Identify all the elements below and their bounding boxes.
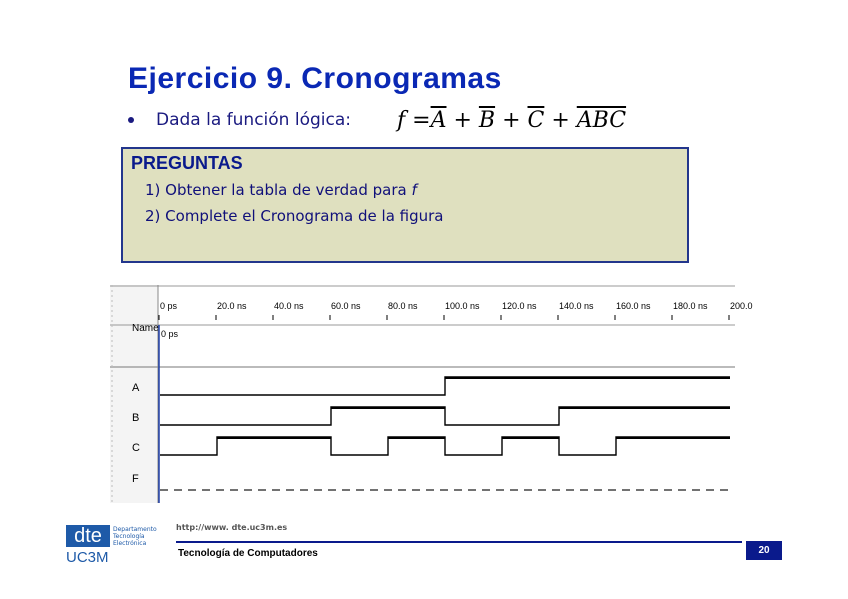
bullet-text: Dada la función lógica:: [156, 110, 351, 130]
waveform-viewer: [110, 285, 753, 503]
formula-term-c: $\overline{C}$: [527, 108, 545, 133]
dept-line-1: Departamento: [113, 526, 157, 533]
course-name: Tecnología de Computadores: [178, 548, 318, 559]
dept-line-3: Electrónica: [113, 540, 147, 547]
formula-plus: +: [446, 108, 479, 133]
signal-name-a: A: [132, 382, 140, 394]
logo-dte: dte: [66, 525, 110, 547]
question-1: [145, 181, 417, 199]
footer-divider: [176, 541, 742, 543]
name-column-header: Name: [132, 323, 159, 334]
time-tick-label: 160.0 ns: [616, 301, 651, 311]
formula-term-abc: $\overline{ABC}$: [576, 108, 627, 133]
time-tick-label: 120.0 ns: [502, 301, 537, 311]
formula-plus: +: [495, 108, 528, 133]
time-tick-label: 100.0 ns: [445, 301, 480, 311]
dept-line-2: Tecnología: [113, 533, 145, 540]
questions-box: [121, 147, 689, 263]
time-tick-label: 140.0 ns: [559, 301, 594, 311]
time-tick-label: 40.0 ns: [274, 301, 304, 311]
time-tick-label: 80.0 ns: [388, 301, 418, 311]
page-number: 20: [746, 541, 782, 560]
footer-url[interactable]: http://www. dte.uc3m.es: [176, 523, 288, 532]
time-tick-label: 200.0: [730, 301, 753, 311]
formula-term-b: $\overline{B}$: [478, 108, 496, 133]
question-1-var: f: [411, 181, 417, 199]
questions-heading: PREGUNTAS: [131, 153, 243, 173]
formula-eq: =: [405, 108, 431, 133]
formula-plus: +: [544, 108, 577, 133]
signal-name-c: C: [132, 442, 140, 454]
logic-formula: [397, 108, 626, 133]
time-tick-label: 60.0 ns: [331, 301, 361, 311]
logo-uc3m: UC3M: [66, 549, 109, 566]
time-tick-label: 0 ps: [160, 301, 178, 311]
time-tick-label: 20.0 ns: [217, 301, 247, 311]
formula-f: f: [397, 108, 406, 133]
dte-logo: [66, 525, 176, 570]
slide-title: Ejercicio 9. Cronogramas: [128, 62, 502, 95]
question-1-text: 1) Obtener la tabla de verdad para: [145, 181, 412, 199]
bullet-icon: [128, 117, 134, 123]
signal-name-b: B: [132, 412, 140, 424]
time-tick-label: 180.0 ns: [673, 301, 708, 311]
cursor-label: 0 ps: [161, 329, 179, 339]
formula-term-a: $\overline{A}$: [430, 108, 447, 133]
question-2: 2) Complete el Cronograma de la figura: [145, 207, 444, 225]
signal-name-f: F: [132, 473, 139, 485]
